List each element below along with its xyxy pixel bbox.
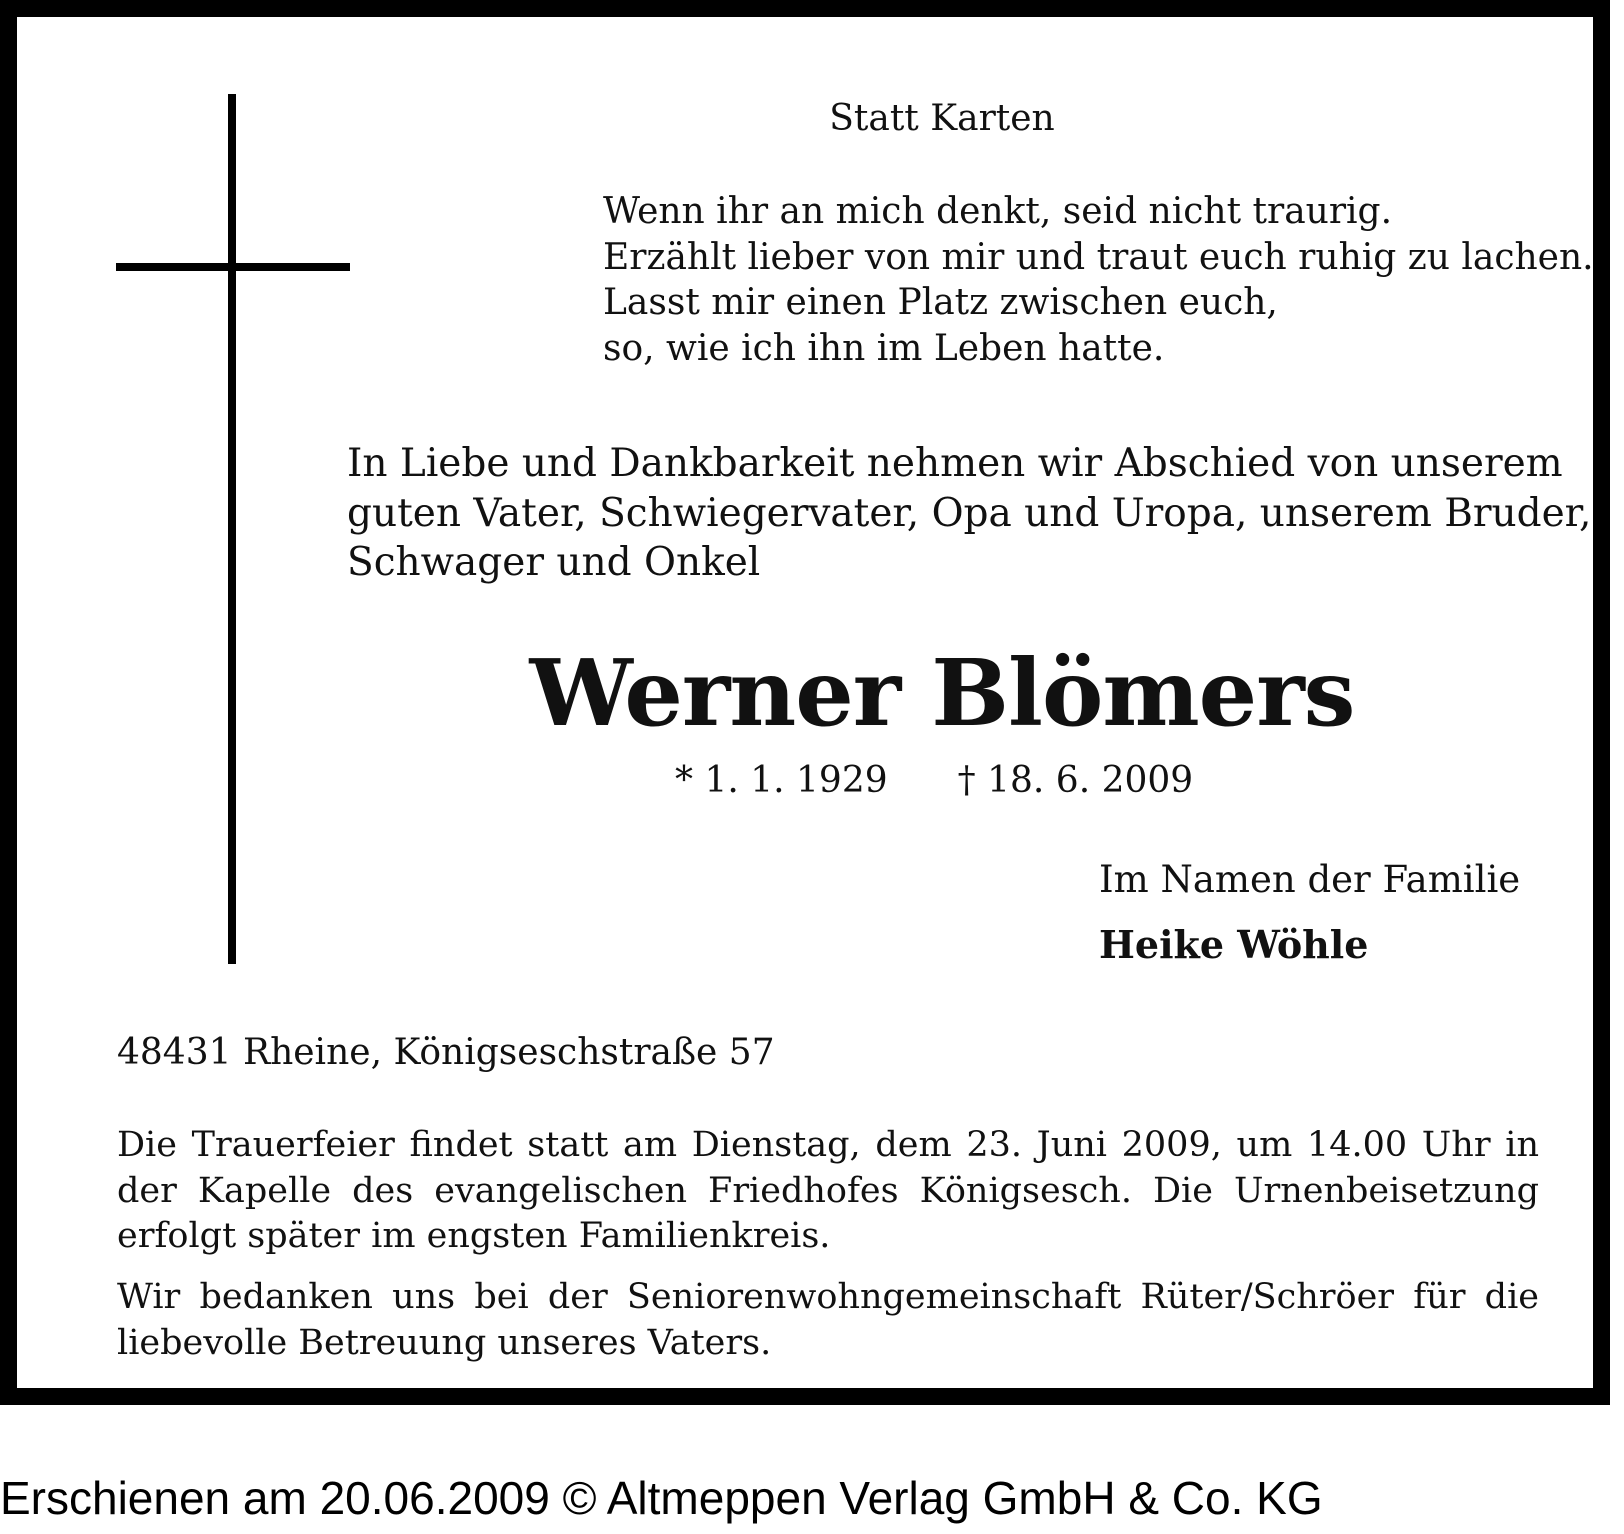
intro-line: Schwager und Onkel <box>347 540 761 585</box>
family-line: Im Namen der Familie <box>1099 858 1521 901</box>
thanks-paragraph: Wir bedanken uns bei der Seniorenwohngemeinschaft Rüter/Schröer für die liebevolle Betreuung unseres Vaters. <box>117 1277 1539 1363</box>
death-date: † 18. 6. 2009 <box>957 760 1194 801</box>
cross-icon <box>228 94 236 964</box>
header-text: Statt Karten <box>829 98 1055 139</box>
intro-line: guten Vater, Schwiegervater, Opa und Uropa, unserem Bruder, <box>347 490 1592 536</box>
poem-line: so, wie ich ihn im Leben hatte. <box>603 327 1165 369</box>
intro-line: In Liebe und Dankbarkeit nehmen wir Abschied von unserem <box>347 441 1563 486</box>
poem-line: Wenn ihr an mich denkt, seid nicht traurig. <box>603 191 1393 232</box>
birth-date: * 1. 1. 1929 <box>675 760 888 801</box>
cross-icon-crossbar <box>116 263 350 271</box>
address: 48431 Rheine, Königseschstraße 57 <box>117 1032 775 1073</box>
intro-text <box>347 439 1592 588</box>
life-dates <box>675 757 1193 805</box>
poem-line: Lasst mir einen Platz zwischen euch, <box>603 282 1278 323</box>
deceased-name: Werner Blömers <box>529 639 1355 747</box>
poem <box>603 189 1594 371</box>
publication-footer: Erschienen am 20.06.2009 © Altmeppen Verlag GmbH & Co. KG <box>0 1472 1323 1524</box>
poem-line: Erzählt lieber von mir und traut euch ruhig zu lachen. <box>603 236 1594 278</box>
funeral-info-paragraph: Die Trauerfeier findet statt am Dienstag, dem 23. Juni 2009, um 14.00 Uhr in der Kapelle des evangelischen Friedhofes Königsesch. Die Urnenbeisetzung erfolgt später im engsten Familienkreis. <box>117 1125 1539 1256</box>
signer-name: Heike Wöhle <box>1099 922 1369 967</box>
